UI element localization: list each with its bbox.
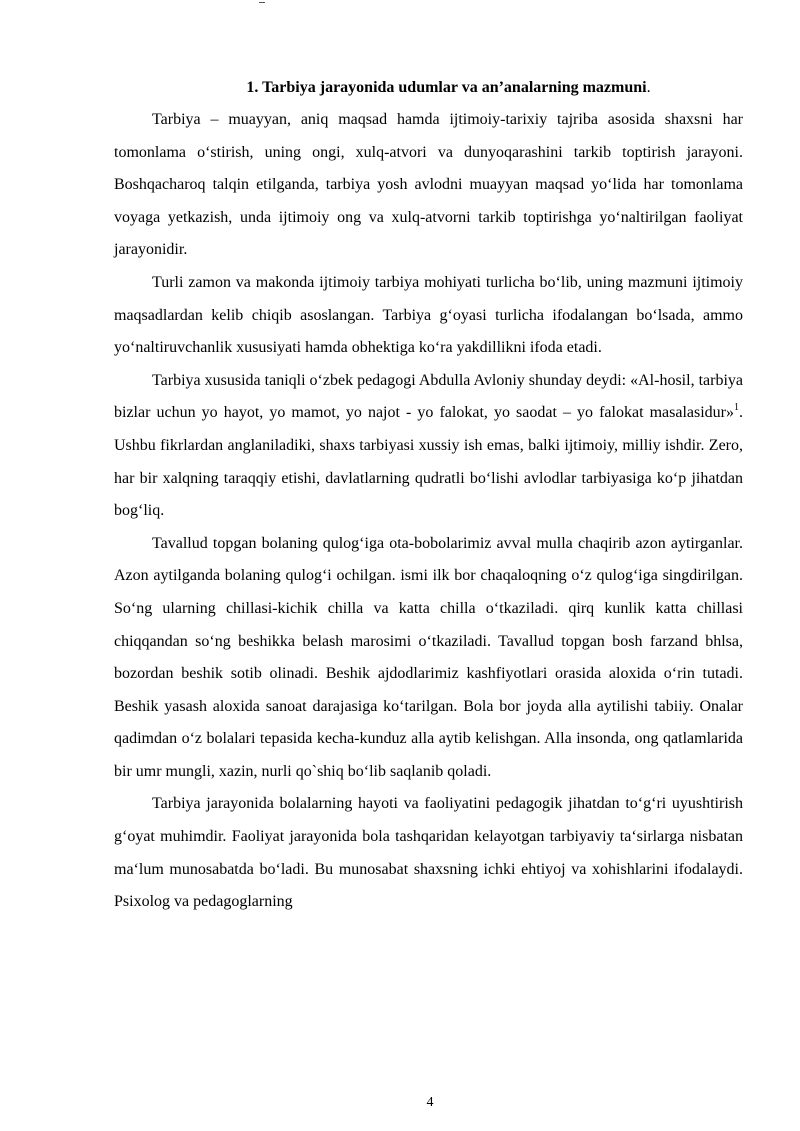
document-page [114, 72, 743, 919]
paragraph-essence: Turli zamon va makonda ijtimoiy tarbiya mohiyati turlicha boʻlib, uning mazmuni ijtimoiy maqsadlardan kelib chiqib asoslangan. Tarbiya gʻoyasi turlicha ifodalangan boʻlsada, ammo yoʻnaltiruvchanlik xususiyati hamda obhektiga koʻra yakdillikni ifoda etadi. [114, 273, 743, 357]
section-heading-title: 1. Tarbiya jarayonida udumlar va an’analarning mazmuni [246, 79, 647, 96]
top-edge-mark [259, 0, 265, 3]
paragraph-activity: Tarbiya jarayonida bolalarning hayoti va faoliyatini pedagogik jihatdan toʻgʻri uyushtirish gʻoyat muhimdir. Faoliyat jarayonida bola tashqaridan kelayotgan tarbiyaviy taʻsirlarga nisbatan maʻlum munosabatda boʻladi. Bu munosabat shaxsning ichki ehtiyoj va xohishlarini ifodalaydi. Psixolog va pedagoglarning [114, 795, 743, 911]
section-heading [114, 72, 743, 104]
paragraph-traditions: Tavallud topgan bolaning qulogʻiga ota-bobolarimiz avval mulla chaqirib azon aytirganlar. Azon aytilganda bolaning qulogʻi ochilgan. ismi ilk bor chaqaloqning oʻz qulogʻiga singdirilgan. Soʻng ularning chillasi-kichik chilla va katta chilla oʻtkaziladi. qirq kunlik katta chillasi chiqqandan soʻng beshikka belash marosimi oʻtkaziladi. Tavallud topgan bosh farzand bhlsa, bozordan beshik sotib olinadi. Beshik ajdodlarimiz kashfiyotlari orasida aloxida oʻrin tutadi. Beshik yasash aloxida sanoat darajasiga koʻtarilgan. Bola bor joyda alla aytilishi tabiiy. Onalar qadimdan oʻz bolalari tepasida kecha-kunduz alla aytib kelishgan. Alla insonda, ong qatlamlarida bir umr mungli, xazin, nurli qo`shiq boʻlib saqlanib qoladi. [114, 534, 743, 780]
footnote-marker[interactable]: 1 [734, 402, 739, 414]
quote-text: Tarbiya xususida taniqli oʻzbek pedagogi Abdulla Avloniy shunday deydi: «Al-hosil, tarbiya bizlar uchun yo hayot, yo mamot, yo najot - yo falokat, yo saodat – yo falokat masalasidur» [114, 371, 743, 422]
quote-continuation: . Ushbu fikrlardan anglaniladiki, shaxs tarbiyasi xussiy ish emas, balki ijtimoiy, milliy ishdir. Zero, har bir xalqning taraqqiy etishi, davlatlarning qudratli boʻlishi avlodlar tarbiyasiga koʻp jihatdan bogʻliq. [114, 404, 743, 520]
paragraph-definition: Tarbiya – muayyan, aniq maqsad hamda ijtimoiy-tarixiy tajriba asosida shaxsni har tomonlama oʻstirish, uning ongi, xulq-atvori va dunyoqarashini tarkib toptirish jarayoni. Boshqacharoq talqin etilganda, tarbiya yosh avlodni muayyan maqsad yoʻlida har tomonlama voyaga yetkazish, unda ijtimoiy ong va xulq-atvorni tarkib toptirishga yoʻnaltirilgan faoliyat jarayonidir. [114, 111, 743, 259]
page-number: 4 [426, 1095, 434, 1110]
paragraph-avloniy-quote [114, 365, 743, 528]
section-heading-period: . [646, 79, 651, 96]
